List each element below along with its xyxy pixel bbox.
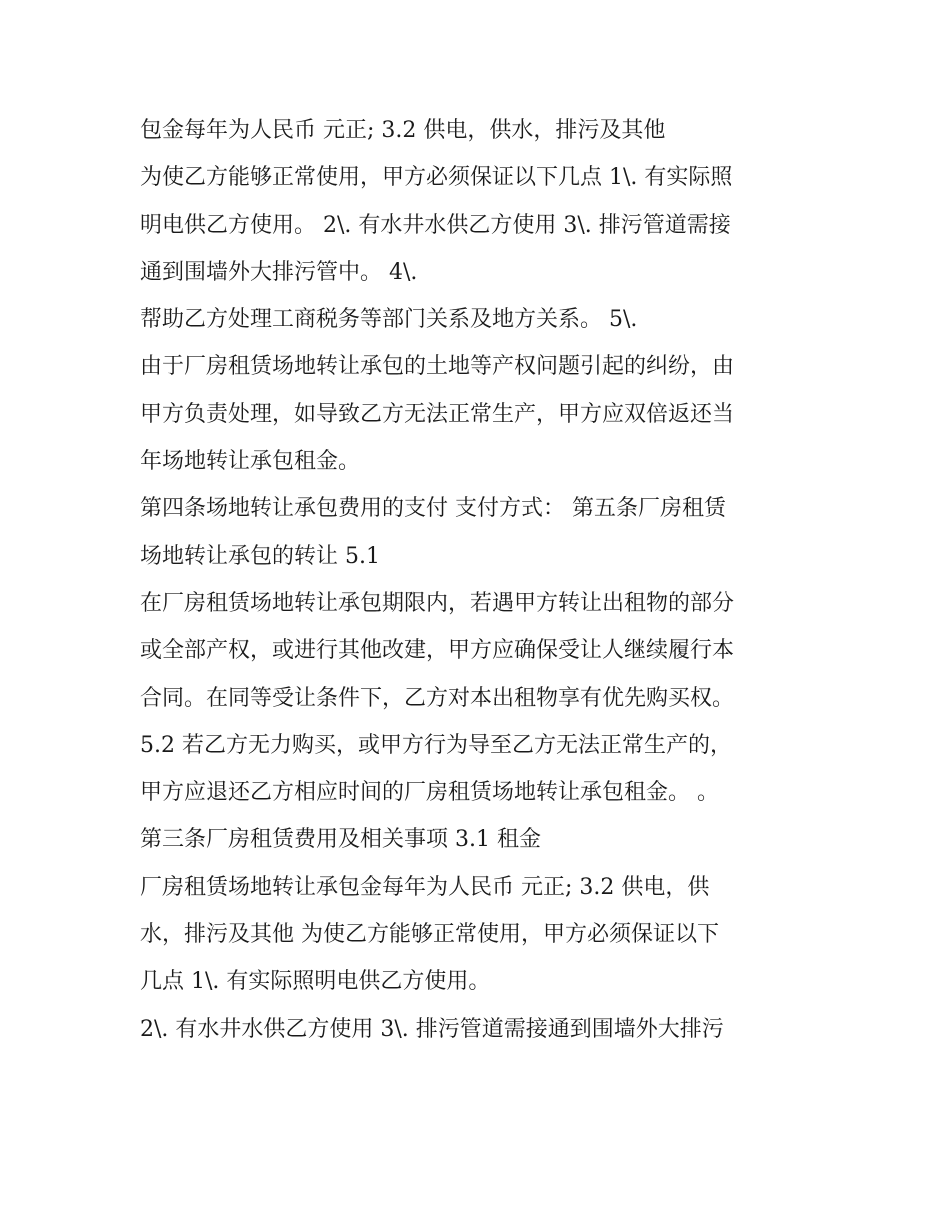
text-line: 合同。在同等受让条件下，乙方对本出租物享有优先购买权。: [140, 685, 735, 711]
text-line: 2\. 有水井水供乙方使用 3\. 排污管道需接通到围墙外大排污: [140, 1016, 724, 1042]
text-line: 帮助乙方处理工商税务等部门关系及地方关系。 5\.: [140, 307, 638, 333]
text-line: 为使乙方能够正常使用，甲方必须保证以下几点 1\. 有实际照: [140, 165, 733, 191]
text-line: 5.2 若乙方无力购买，或甲方行为导至乙方无法正常生产的，: [140, 732, 732, 758]
text-line: 包金每年为人民币 元正; 3.2 供电，供水，排污及其他: [140, 118, 666, 143]
text-line: 第四条场地转让承包费用的支付 支付方式： 第五条厂房租赁: [140, 496, 726, 522]
text-line: 或全部产权，或进行其他改建，甲方应确保受让人继续履行本: [140, 638, 735, 664]
text-line: 第三条厂房租赁费用及相关事项 3.1 租金: [140, 827, 541, 853]
text-line: 甲方负责处理，如导致乙方无法正常生产，甲方应双倍返还当: [140, 401, 735, 427]
text-line: 厂房租赁场地转让承包金每年为人民币 元正; 3.2 供电，供: [140, 874, 710, 900]
text-line: 明电供乙方使用。 2\. 有水井水供乙方使用 3\. 排污管道需接: [140, 212, 731, 238]
text-line: 在厂房租赁场地转让承包期限内，若遇甲方转让出租物的部分: [140, 590, 735, 616]
text-line: 水，排污及其他 为使乙方能够正常使用，甲方必须保证以下: [140, 922, 719, 948]
text-line: 甲方应退还乙方相应时间的厂房租赁场地转让承包租金。 。: [140, 780, 719, 806]
text-line: 通到围墙外大排污管中。 4\.: [140, 259, 418, 285]
text-line: 年场地转让承包租金。: [140, 449, 361, 475]
text-line: 由于厂房租赁场地转让承包的土地等产权问题引起的纠纷，由: [140, 354, 735, 380]
text-line: 场地转让承包的转让 5.1: [140, 543, 380, 569]
text-line: 几点 1\. 有实际照明电供乙方使用。: [140, 969, 491, 995]
document-body: [140, 107, 840, 1053]
